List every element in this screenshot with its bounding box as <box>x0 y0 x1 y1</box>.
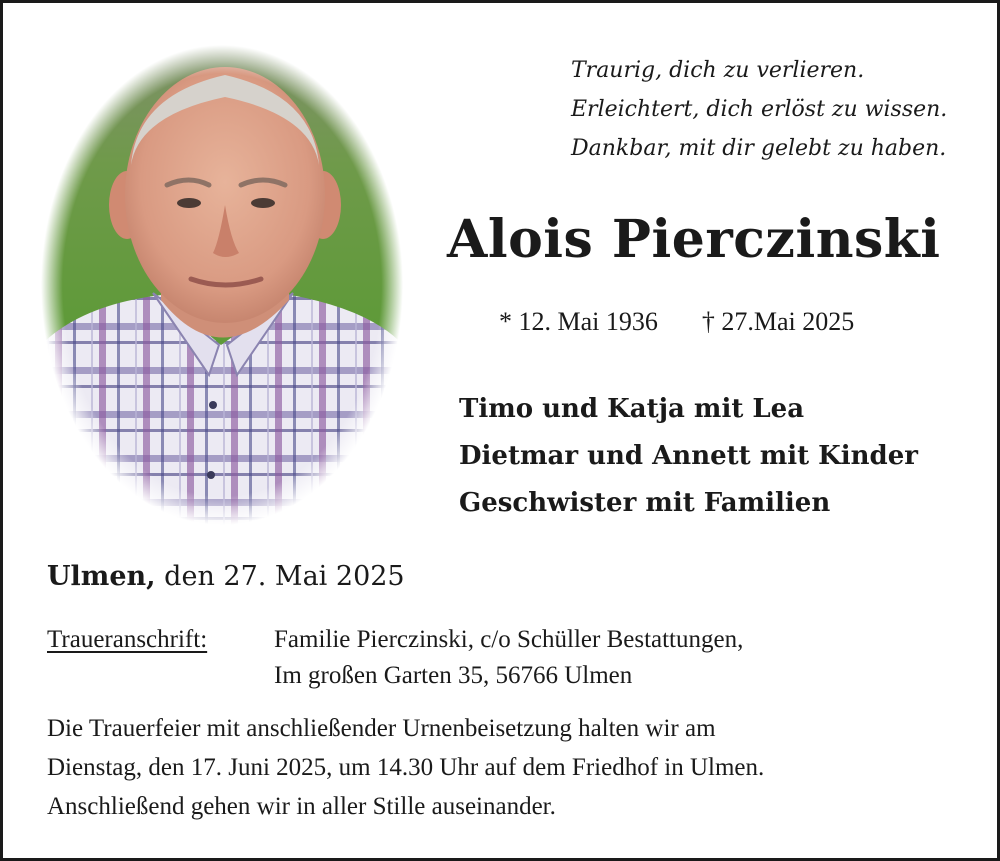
mourner-line: Dietmar und Annett mit Kinder <box>459 441 918 471</box>
ceremony-line: Anschließend gehen wir in aller Stille auseinander. <box>47 793 556 820</box>
life-dates <box>499 305 854 339</box>
portrait-photo <box>41 45 403 525</box>
ceremony-line: Die Trauerfeier mit anschließender Urnenbeisetzung halten wir am <box>47 715 716 742</box>
address-label: Traueranschrift: <box>47 626 208 653</box>
place-and-date <box>47 559 405 595</box>
ceremony-line: Dienstag, den 17. Juni 2025, um 14.30 Uhr auf dem Friedhof in Ulmen. <box>47 754 765 781</box>
death-date: † 27.Mai 2025 <box>701 307 855 336</box>
mourner-line: Timo und Katja mit Lea <box>459 394 805 424</box>
address-line-1: Familie Pierczinski, c/o Schüller Bestattungen, <box>274 626 744 653</box>
mourning-address <box>47 622 743 694</box>
poem-line: Traurig, dich zu verlieren. <box>571 58 865 83</box>
place: Ulmen, <box>47 561 156 592</box>
poem-line: Erleichtert, dich erlöst zu wissen. <box>571 97 948 122</box>
ceremony-info <box>47 709 764 826</box>
portrait-illustration <box>41 45 403 525</box>
mourners-list <box>459 386 918 527</box>
address-line-2: Im großen Garten 35, 56766 Ulmen <box>274 662 633 689</box>
poem-verse <box>571 51 947 168</box>
birth-date: * 12. Mai 1936 <box>499 307 658 336</box>
mourner-line: Geschwister mit Familien <box>459 488 831 518</box>
notice-date: den 27. Mai 2025 <box>155 561 405 592</box>
deceased-name: Alois Pierczinski <box>447 209 941 270</box>
poem-line: Dankbar, mit dir gelebt zu haben. <box>571 136 947 161</box>
